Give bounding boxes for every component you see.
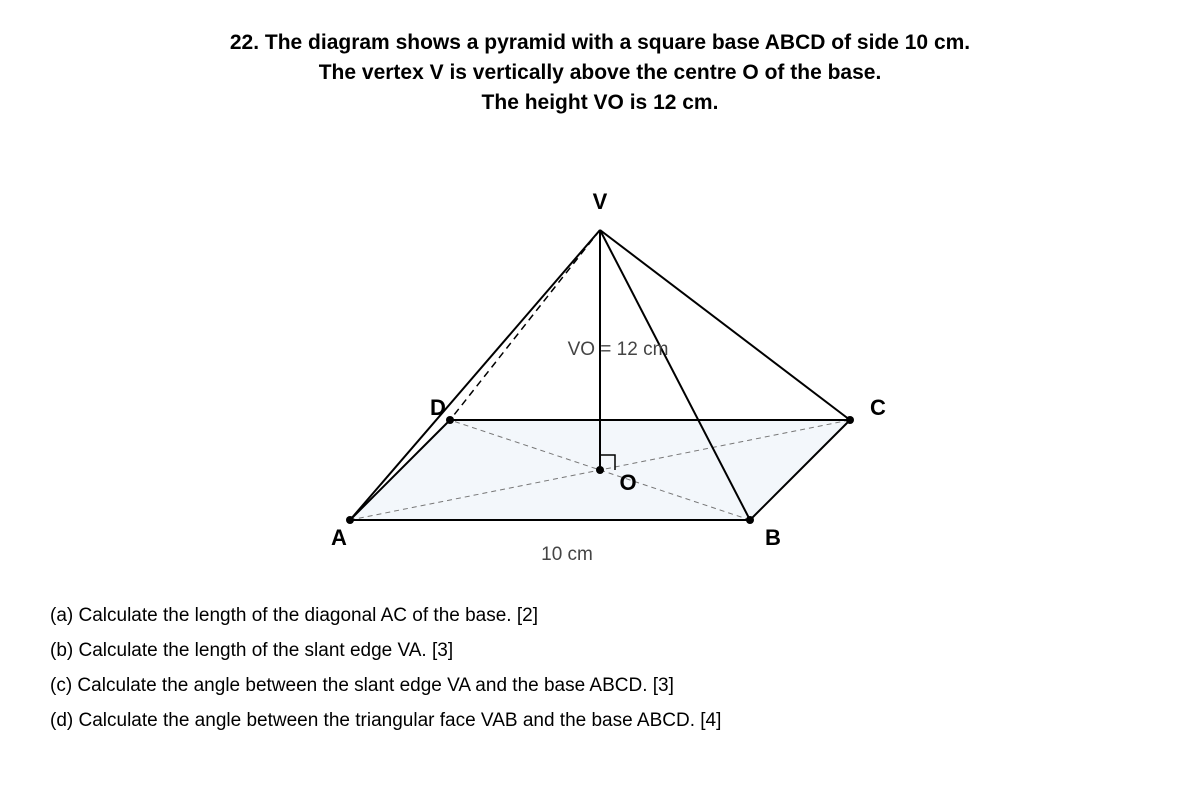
height-note: VO = 12 cm (567, 339, 669, 360)
point-c (846, 416, 854, 424)
header-line-3: The height VO is 12 cm. (481, 91, 719, 114)
label-b: B (765, 525, 781, 550)
question-part-b: (b) Calculate the length of the slant edge VA. [3] (50, 640, 454, 661)
label-d: D (430, 395, 446, 420)
label-o: O (619, 470, 637, 495)
edge-vd-hidden (450, 230, 600, 420)
point-b (746, 516, 754, 524)
label-c: C (870, 395, 886, 420)
side-length-note: 10 cm (541, 544, 593, 565)
header-line-2: The vertex V is vertically above the centre O of the base. (318, 61, 882, 84)
point-o (596, 466, 604, 474)
point-a (346, 516, 354, 524)
question-list (50, 598, 721, 738)
point-d (446, 416, 454, 424)
question-part-a: (a) Calculate the length of the diagonal AC of the base. [2] (50, 605, 538, 626)
question-part-d: (d) Calculate the angle between the triangular face VAB and the base ABCD. [4] (50, 710, 722, 731)
label-a: A (331, 525, 347, 550)
edge-vc (600, 230, 850, 420)
label-v: V (592, 189, 608, 214)
header-line-1: 22. The diagram shows a pyramid with a square base ABCD of side 10 cm. (229, 31, 971, 54)
question-part-c: (c) Calculate the angle between the slant edge VA and the base ABCD. [3] (50, 675, 674, 696)
